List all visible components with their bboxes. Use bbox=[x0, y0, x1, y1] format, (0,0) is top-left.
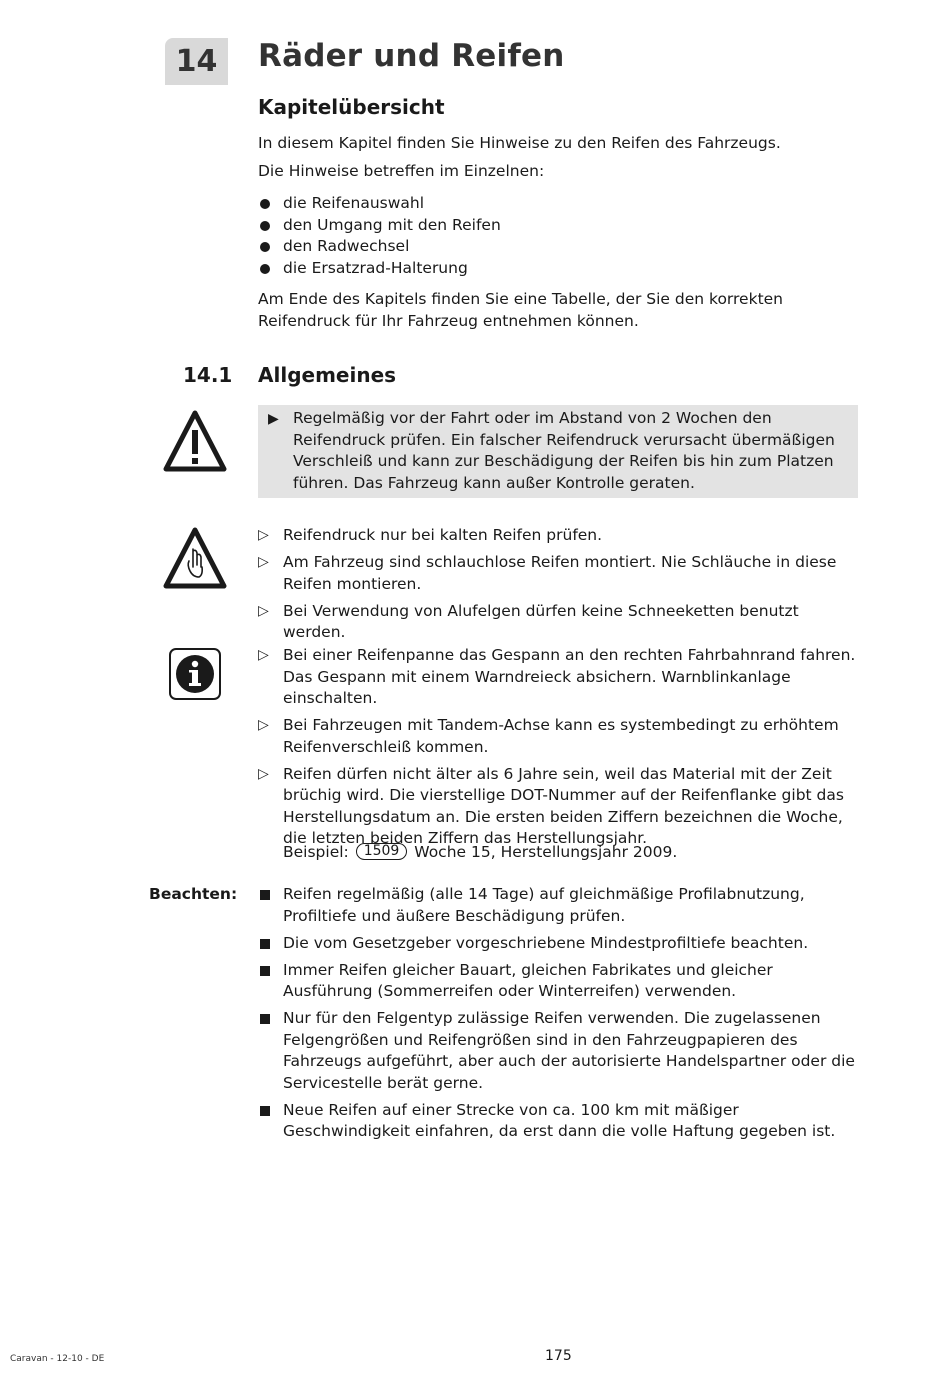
chapter-number: 14 bbox=[165, 38, 228, 85]
bullet-icon bbox=[260, 264, 270, 274]
info-list bbox=[258, 645, 862, 855]
play-arrow-icon: ▶ bbox=[268, 411, 279, 427]
square-bullet-icon bbox=[260, 890, 270, 900]
footer-doc-id: Caravan - 12-10 - DE bbox=[10, 1354, 105, 1364]
caution-hand-icon bbox=[163, 527, 227, 589]
info-icon bbox=[168, 647, 222, 701]
list-item: ▷ Bei Fahrzeugen mit Tandem-Achse kann es systembedingt zu erhöhtem Reifenverschleiß kommen. bbox=[258, 716, 839, 756]
list-item: Immer Reifen gleicher Bauart, gleichen Fabrikates und gleicher Ausführung (Sommerreifen oder Winterreifen) verwenden. bbox=[258, 960, 862, 1003]
triangle-bullet-icon: ▷ bbox=[258, 554, 269, 570]
list-item: Neue Reifen auf einer Strecke von ca. 100 km mit mäßiger Geschwindigkeit einfahren, da erst dann die volle Haftung gegeben ist. bbox=[258, 1100, 862, 1143]
overview-heading: Kapitelübersicht bbox=[258, 95, 445, 119]
example-label: Beispiel: bbox=[283, 843, 349, 861]
warning-text: Regelmäßig vor der Fahrt oder im Abstand von 2 Wochen den Reifendruck prüfen. Ein falscher Reifendruck verursacht übermäßigen Verschleiß und kann zur Beschädigung der Reifen bis hin zum Platzen führen. Das Fahrzeug kann außer Kontrolle geraten. bbox=[293, 409, 835, 492]
square-bullet-icon bbox=[260, 939, 270, 949]
bullet-icon bbox=[260, 199, 270, 209]
list-item: ▷ Reifendruck nur bei kalten Reifen prüfen. bbox=[258, 525, 860, 547]
section-title: Allgemeines bbox=[258, 363, 397, 387]
square-bullet-icon bbox=[260, 1106, 270, 1116]
list-item: den Umgang mit den Reifen bbox=[258, 215, 860, 237]
list-item: ▷ Reifen dürfen nicht älter als 6 Jahre sein, weil das Material mit der Zeit brüchig wird. Die vierstellige DOT-Nummer auf der Reifenflanke gibt das Herstellungsdatum an. Die ersten beiden Ziffern bezeichnen die Woche, die letzten beiden Ziffern das Herstellungsjahr. bbox=[258, 764, 844, 847]
list-item: Nur für den Felgentyp zulässige Reifen verwenden. Die zugelassenen Felgengrößen und Reifengrößen sind in den Fahrzeugpapieren des Fahrzeugs aufgeführt, aber auch der autorisierte Handelspartner oder die Servicestelle berät gerne. bbox=[258, 1008, 862, 1094]
overview-bullet-list bbox=[258, 193, 860, 279]
list-item: die Reifenauswahl bbox=[258, 193, 860, 215]
list-item: Die vom Gesetzgeber vorgeschriebene Mindestprofiltiefe beachten. bbox=[258, 933, 862, 955]
note-label: Beachten: bbox=[149, 885, 238, 903]
page-number: 175 bbox=[545, 1348, 572, 1364]
warning-triangle-icon bbox=[163, 410, 227, 472]
bullet-icon bbox=[260, 221, 270, 231]
bullet-icon bbox=[260, 242, 270, 252]
list-item: Reifen regelmäßig (alle 14 Tage) auf gleichmäßige Profilabnutzung, Profiltiefe und äußere Beschädigung prüfen. bbox=[258, 884, 862, 927]
list-item: ▷ Am Fahrzeug sind schlauchlose Reifen montiert. Nie Schläuche in diese Reifen montieren. bbox=[258, 553, 837, 593]
example-line bbox=[283, 842, 677, 864]
overview-intro-2: Die Hinweise betreffen im Einzelnen: bbox=[258, 162, 545, 180]
overview-intro-1: In diesem Kapitel finden Sie Hinweise zu den Reifen des Fahrzeugs. bbox=[258, 134, 781, 152]
warning-box bbox=[258, 405, 858, 498]
list-item: den Radwechsel bbox=[258, 236, 860, 258]
square-bullet-icon bbox=[260, 966, 270, 976]
caution-list bbox=[258, 525, 860, 649]
triangle-bullet-icon: ▷ bbox=[258, 647, 269, 663]
example-text: Woche 15, Herstellungsjahr 2009. bbox=[414, 843, 678, 861]
list-item: die Ersatzrad-Halterung bbox=[258, 258, 860, 280]
square-bullet-icon bbox=[260, 1014, 270, 1024]
triangle-bullet-icon: ▷ bbox=[258, 602, 269, 619]
section-number: 14.1 bbox=[183, 363, 233, 387]
dot-number-badge: 1509 bbox=[356, 843, 408, 860]
note-list bbox=[258, 884, 862, 1148]
overview-closing: Am Ende des Kapitels finden Sie eine Tabelle, der Sie den korrekten Reifendruck für Ihr Fahrzeug entnehmen können. bbox=[258, 290, 784, 330]
triangle-bullet-icon: ▷ bbox=[258, 527, 269, 543]
triangle-bullet-icon: ▷ bbox=[258, 717, 269, 733]
list-item: ▷ Bei einer Reifenpanne das Gespann an den rechten Fahrbahnrand fahren. Das Gespann mit einem Warndreieck absichern. Warnblinkanlage einschalten. bbox=[258, 646, 856, 707]
chapter-title: Räder und Reifen bbox=[258, 38, 565, 74]
triangle-bullet-icon: ▷ bbox=[258, 765, 269, 782]
list-item: ▷ Bei Verwendung von Alufelgen dürfen keine Schneeketten benutzt werden. bbox=[258, 601, 799, 641]
